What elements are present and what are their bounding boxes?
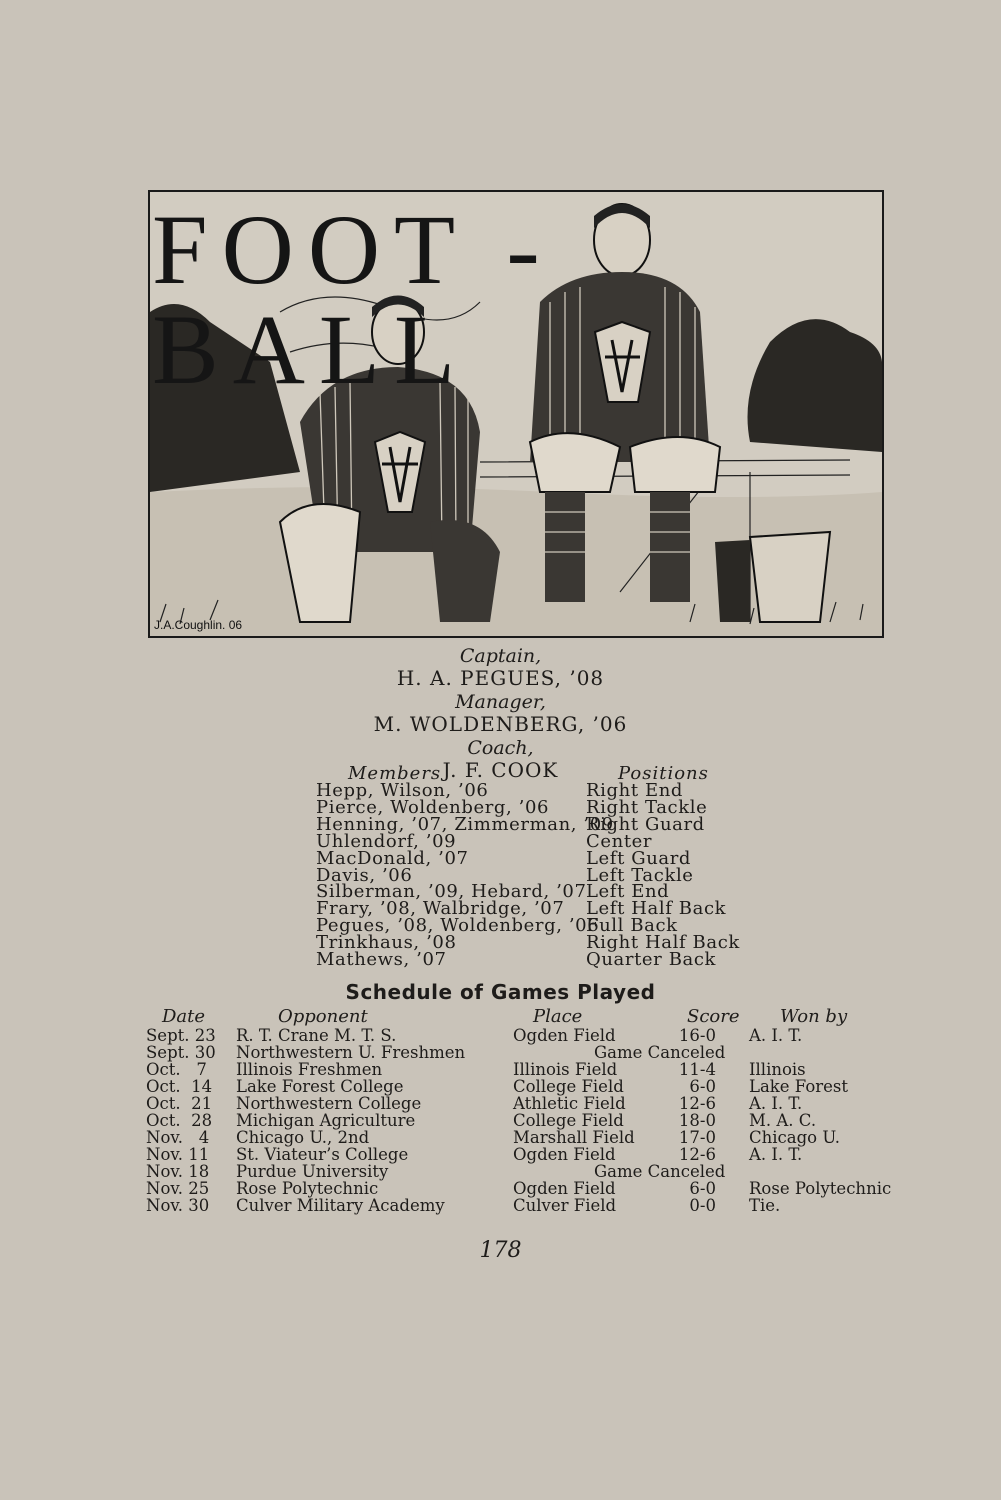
title-lettering: FOOT - BALL [152, 194, 554, 405]
member-entry: MacDonald, ’07 [316, 847, 469, 869]
date-cell: Sept. 23 [146, 1026, 216, 1045]
captain-label: Captain, [459, 645, 542, 667]
score-cell: 12-6 [678, 1094, 716, 1113]
place-header: Place [533, 1006, 583, 1027]
member-entry: Hepp, Wilson, ’06 [316, 780, 489, 801]
position-entry: Left End [586, 881, 670, 903]
schedule-row [0, 1129, 1001, 1146]
member-entry: Pierce, Woldenberg, ’06 [316, 796, 550, 818]
score-cell: 17-0 [678, 1128, 716, 1147]
winner-cell: Chicago U. [749, 1128, 840, 1147]
place-cell: Ogden Field [513, 1179, 616, 1198]
position-entry: Right Half Back [586, 932, 740, 954]
winner-cell: Rose Polytechnic [749, 1179, 892, 1198]
date-cell: Nov. 30 [146, 1196, 210, 1215]
winner-cell: A. I. T. [749, 1026, 803, 1045]
position-entry: Left Tackle [586, 864, 694, 886]
opponent-cell: R. T. Crane M. T. S. [236, 1026, 397, 1045]
artist-signature: J.A.Coughlin. 06 [154, 618, 243, 632]
position-entry: Left Guard [586, 847, 692, 869]
place-cell: Marshall Field [513, 1128, 635, 1147]
opponent-cell: Lake Forest College [236, 1077, 404, 1096]
date-header: Date [162, 1006, 206, 1027]
position-entry: Full Back [586, 915, 678, 937]
date-cell: Nov. 4 [146, 1128, 210, 1147]
football-illustration [148, 190, 884, 638]
date-cell: Nov. 18 [146, 1162, 210, 1181]
opponent-cell: Chicago U., 2nd [236, 1128, 370, 1147]
schedule-row [0, 1146, 1001, 1163]
winner-cell: M. A. C. [749, 1111, 817, 1130]
position-entry: Right End [586, 780, 684, 801]
member-entry: Silberman, ’09, Hebard, ’07 [316, 881, 587, 903]
officers-block [0, 645, 1001, 781]
place-cell: College Field [513, 1111, 624, 1130]
score-cell: 12-6 [678, 1145, 716, 1164]
opponent-cell: Illinois Freshmen [236, 1060, 383, 1079]
score-cell: 11-4 [678, 1060, 716, 1079]
opponent-cell: Northwestern U. Freshmen [236, 1043, 466, 1062]
member-entry: Pegues, ’08, Woldenberg, ’06 [316, 915, 600, 937]
schedule-row [0, 1027, 1001, 1044]
score-cell: 6-0 [689, 1179, 716, 1198]
place-cell: Ogden Field [513, 1145, 616, 1164]
schedule-row [0, 1112, 1001, 1129]
coach-label: Coach, [467, 737, 534, 759]
coach-name: J. F. COOK [442, 758, 559, 782]
opponent-cell: Purdue University [236, 1162, 389, 1181]
date-cell: Nov. 25 [146, 1179, 210, 1198]
date-cell: Oct. 21 [146, 1094, 213, 1113]
position-entry: Quarter Back [586, 949, 717, 971]
date-cell: Oct. 14 [146, 1077, 213, 1096]
captain-name: H. A. PEGUES, ’08 [396, 666, 605, 690]
date-cell: Oct. 28 [146, 1111, 213, 1130]
date-cell: Oct. 7 [146, 1060, 207, 1079]
position-entry: Right Tackle [586, 796, 708, 818]
date-cell: Sept. 30 [146, 1043, 216, 1062]
manager-label: Manager, [455, 691, 546, 713]
opponent-cell: Rose Polytechnic [236, 1179, 379, 1198]
score-cell: 16-0 [678, 1026, 716, 1045]
winner-cell: Lake Forest [749, 1077, 849, 1096]
position-entry: Right Guard [586, 813, 705, 835]
winner-cell: Tie. [749, 1196, 781, 1215]
page-number: 178 [479, 1238, 522, 1263]
opponent-header: Opponent [278, 1006, 368, 1027]
won-by-header: Won by [780, 1006, 848, 1027]
position-entry: Center [586, 830, 653, 852]
member-entry: Mathews, ’07 [316, 949, 447, 971]
date-cell: Nov. 11 [146, 1145, 210, 1164]
member-entry: Frary, ’08, Walbridge, ’07 [316, 898, 565, 920]
winner-cell: Illinois [749, 1060, 806, 1079]
place-cell: Ogden Field [513, 1026, 616, 1045]
opponent-cell: Northwestern College [236, 1094, 422, 1113]
members-header: Members [348, 763, 442, 784]
member-entry: Trinkhaus, ’08 [316, 932, 457, 954]
score-cell: 6-0 [689, 1077, 716, 1096]
schedule-row [0, 1197, 1001, 1214]
game-canceled-note: Game Canceled [594, 1162, 726, 1181]
positions-header: Positions [618, 763, 709, 784]
place-cell: College Field [513, 1077, 624, 1096]
manager-name: M. WOLDENBERG, ’06 [373, 712, 628, 736]
member-entry: Henning, ’07, Zimmerman, ’09 [316, 813, 614, 835]
positions-list [586, 780, 740, 971]
game-canceled-note: Game Canceled [594, 1043, 726, 1062]
opponent-cell: Culver Military Academy [236, 1196, 445, 1215]
place-cell: Athletic Field [513, 1094, 626, 1113]
winner-cell: A. I. T. [749, 1094, 803, 1113]
schedule-row [0, 1095, 1001, 1112]
schedule-row [0, 1044, 1001, 1061]
schedule-row [0, 1163, 1001, 1180]
opponent-cell: Michigan Agriculture [236, 1111, 416, 1130]
schedule-row [0, 1078, 1001, 1095]
winner-cell: A. I. T. [749, 1145, 803, 1164]
members-list [316, 780, 614, 971]
place-cell: Illinois Field [513, 1060, 618, 1079]
opponent-cell: St. Viateur’s College [236, 1145, 409, 1164]
schedule-row [0, 1061, 1001, 1078]
place-cell: Culver Field [513, 1196, 617, 1215]
score-header: Score [687, 1006, 740, 1027]
position-entry: Left Half Back [586, 898, 727, 920]
score-cell: 18-0 [678, 1111, 716, 1130]
score-cell: 0-0 [689, 1196, 716, 1215]
schedule-title: Schedule of Games Played [345, 980, 656, 1004]
member-entry: Uhlendorf, ’09 [316, 830, 457, 852]
member-entry: Davis, ’06 [316, 864, 413, 886]
schedule-row [0, 1180, 1001, 1197]
